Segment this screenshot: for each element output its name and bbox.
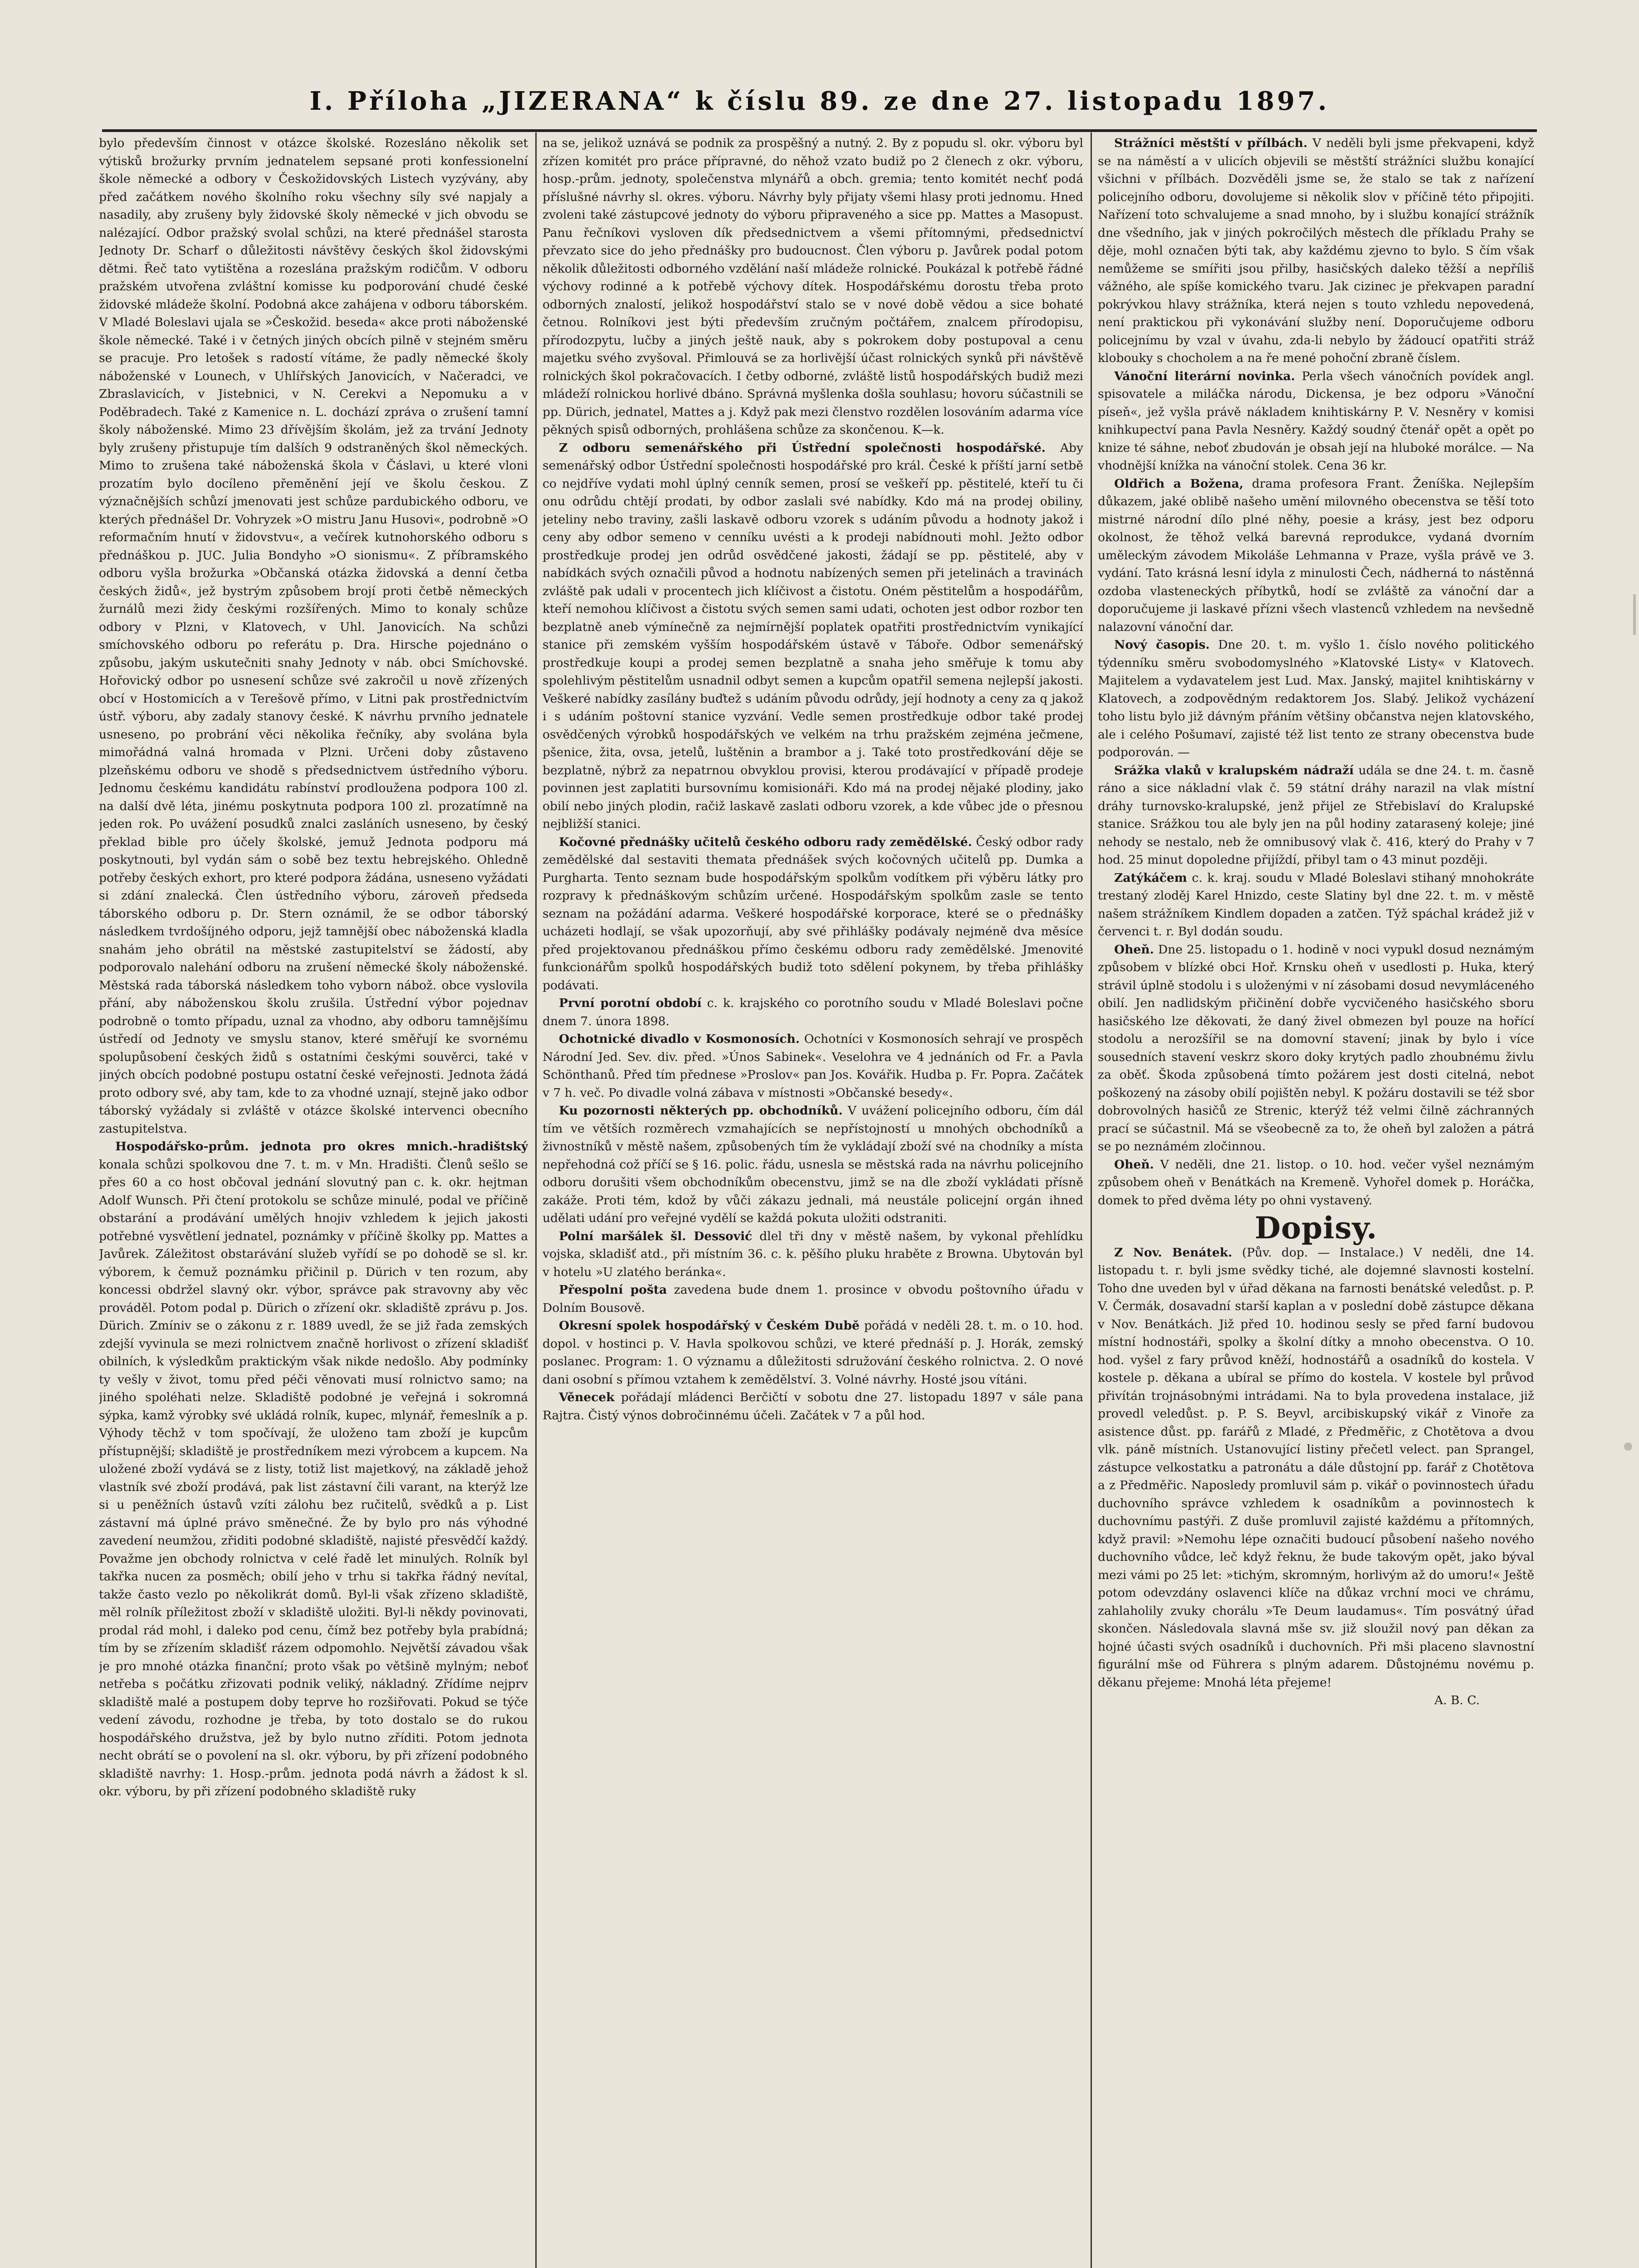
article-heading: Hospodářsko-prům. jednota pro okres mnich.-hradištský bbox=[115, 1139, 528, 1154]
column-3 bbox=[1098, 134, 1534, 2268]
article-heading: Z Nov. Benátek. bbox=[1114, 1245, 1233, 1260]
article-paragraph: udála se dne 24. t. m. časně ráno a sice nákladní vlak č. 59 státní dráhy narazil na vlak místní dráhy turnovsko-kralupské, jenž přijel ze Střebislaví do Kralupské stanice. Srážkou tou ale byly jen na půl hodiny zatarasený koleje; jiné nehody se nestalo, neb že omnibusový vlak č. 416, který do Prahy v 7 hod. 25 minut dopoledne přijíždí, přibyl tam o 43 minut později. bbox=[1098, 763, 1534, 867]
article-paragraph: Dne 20. t. m. vyšlo 1. číslo nového politického týdenníku směru svobodomyslného »Klatovské Listy« v Klatovech. Majitelem a vydavatelem jest Lud. Max. Janský, majitel knihtiskárny v Klatovech, a zodpovědným redaktorem Jos. Slabý. Jelikož vycházení toho listu bylo již dávným přáním většiny občanstva nejen klatovského, ale i celého Pošumaví, zajisté též list tento ze strany obecenstva bude podporován. — bbox=[1098, 638, 1534, 759]
column-divider bbox=[535, 132, 537, 2268]
article-heading: Oheň. bbox=[1114, 1157, 1154, 1172]
article-heading: Vánoční literární novinka. bbox=[1114, 369, 1295, 383]
article-heading: Okresní spolek hospodářský v Českém Dubě bbox=[559, 1319, 860, 1333]
article-heading: Nový časopis. bbox=[1114, 638, 1210, 652]
article-paragraph: pořádá v neděli 28. t. m. o 10. hod. dopol. v hostinci p. V. Havla spolkovou schůzi, ve které přednáší p. J. Horák, zemský poslanec. Program: 1. O významu a důležitosti sdružování českého rolnictva. 2. O nové dani osobní s přímou vztahem k zemědělství. 3. Volné návrhy. Hosté jsou vítáni. bbox=[543, 1319, 1083, 1387]
article-paragraph: V neděli byli jsme překvapeni, když se na náměstí a v ulicích objevili se městští strážníci službu konající všichni v přílbách. Dozvěděli jsme se, že stalo se tak z nařízení policejního odboru, dovolujeme si několik slov v příčině této připojiti. Nařízení toto schvalujeme a snad mnoho, by i službu konající strážník dne všedního, jak v jiných pokročilých městech dle příkladu Prahy se děje, mohl označen býti tak, aby každému zjevno to bylo. S čím však nemůžeme se smířiti jsou přilby, hasičských daleko těžší a nepříliš vážného, ale spíše komického tvaru. Jak cizinec je překvapen paradní pokrývkou hlavy strážníka, která nejen s touto vzhledu nepovedená, není praktickou při vykonávání služby není. Doporučujeme odboru policejnímu by vzal v úvahu, zda-li nebylo by žádoucí opatřiti stráž klobouky s chocholem a na ře mené pohoční zbraně číslem. bbox=[1098, 136, 1534, 365]
article-paragraph: Ochotníci v Kosmonosích sehrají ve prospěch Národní Jed. Sev. div. před. »Únos Sabinek«. Veselohra ve 4 jednáních od Fr. a Pavla Schönthanů. Před tím přednese »Proslov« pan Jos. Kovářik. Hudba p. Fr. Popra. Začátek v 7 h. več. Po divadle volná zábava v místnosti »Občanské besedy«. bbox=[543, 1032, 1083, 1100]
article-heading: První porotní období bbox=[559, 996, 702, 1010]
article-heading: Z odboru semenářského při Ústřední společnosti hospodářské. bbox=[559, 440, 1046, 455]
scan-speck bbox=[1624, 1442, 1632, 1451]
article-paragraph: Aby semenářský odbor Ústřední společnosti hospodářské pro král. České k příští jarní setbě co nejdříve vydati mohl úplný cenník semen, prosí se veškeří pp. pěstitelé, kteří tu či onu odrůdu chtějí prodati, by odbor zaslali své nabídky. Kdo má na prodej obiliny, jeteliny nebo traviny, zašli laskavě odboru vzorek s udáním původu a hodnoty jakož i ceny aby odbor semeno v cenníku uvésti a k prodeji nabídnouti mohl. Ježto odbor prostředkuje prodej jen odrůd osvědčené jakosti, žádají se pp. pěstitelé, aby v nabídkách svých označili původ a hodnotu nabízených semen při jetelinách a travinách zvláště pak udali v procentech jich klíčivost a čistotu. Oném pěstitelům a hospodářům, kteří nemohou klíčivost a čistotu svých semen sami udati, ochoten jest odbor rozbor ten bezplatně aneb výmínečně za nejmírnější poplatek opatřiti prostřednictvím vynikající stanice při zemském vyšším hospodářském ústavě v Táboře. Odbor semenářský prostředkuje koupi a prodej semen bezplatně a snaha jeho směřuje k tomu aby spolehlivým pěstitelům usnadnil odbyt semen a kupcům opatřil semena nejlepší jakosti. Veškeré nabídky zasílány buďtež s udáním původu odrůdy, její hodnoty a ceny za q jakož i s udáním poštovní stanice vyzvání. Vedle semen prostředkuje odbor také prodej osvědčených výrobků hospodářských ve velkém na trhu pražském zejména ječmene, pšenice, žita, ovsa, jetelů, luštěnin a brambor a j. Také toto prostředkování děje se bezplatně, nýbrž za nepatrnou obvyklou provisi, kterou prodávající v případě prodeje povinnen jest zaplatiti bursovnímu komisionáři. Kdo má na prodej nějaké plodiny, jako obilí nebo jiných plodin, račiž laskavě zaslati odboru vzorek, a kde vůbec jde o přesnou nejbližší stanici. bbox=[543, 440, 1083, 831]
article-paragraph: c. k. kraj. soudu v Mladé Boleslavi stihaný mnohokráte trestaný zloděj Karel Hnizdo, ceste Slatiny byl dne 22. t. m. v městě našem strážníkem Kindlem dopaden a zatčen. Týž spáchal krádež již v červenci t. r. Byl dodán soudu. bbox=[1098, 870, 1534, 938]
article-heading: Oheň. bbox=[1114, 942, 1154, 957]
article-paragraph: V uvážení policejního odboru, čím dál tím ve větších rozměrech vzmahajících se nepřístojností u mnohých obchodníků a živnostníků v městě našem, způsobených tím že vykládají zboží své na chodníky a místa nepřehodná což příčí se § 16. polic. řádu, usnesla se městská rada na návrhu policejního odboru dorušiti všem obchodníkům obecenstvu, jimž se na dle zboží vykládati přísně zakáže. Proti tém, kdož by vůči zákazu jednali, má neustále policejní orgán ihned udělati udání pro veřejné vydělí se každá pokuta uložiti odstraniti. bbox=[543, 1104, 1083, 1225]
article-heading: Zatýkáčem bbox=[1114, 870, 1187, 885]
article-paragraph: c. k. krajského co porotního soudu v Mladé Boleslavi počne dnem 7. února 1898. bbox=[543, 996, 1083, 1028]
article-paragraph: Perla všech vánočních povídek angl. spisovatele a miláčka národu, Dickensa, je bez odporu »Vánoční píseň«, jež vyšla právě nákladem knihtiskárny P. V. Nesněry v komisi knihkupectví pana Pavla Nesněry. Každý soudný čtenář opět a opět po knize té sáhne, neboť zbudován je obsah její na hluboké morálce. — Na vhodnější knížka na vánoční stolek. Cena 36 kr. bbox=[1098, 369, 1534, 473]
header-rule bbox=[102, 129, 1537, 132]
article-heading: Ochotnické divadlo v Kosmonosích. bbox=[559, 1032, 800, 1046]
article-paragraph: konala schůzi spolkovou dne 7. t. m. v Mn. Hradišti. Členů sešlo se přes 60 a co host občoval jednání slovutný pan c. k. okr. hejtman Adolf Wunsch. Při čtení protokolu se schůze minulé, podal ve příčině obstarání a prodávání umělých hnojiv vzhledem k jejich jakosti potřebné vysvětlení jednatel, poznámky v příčině školky pp. Mattes a Javůrek. Záležitost obstarávání služeb vyřídí se po dohodě se sl. kr. výborem, k čemuž poznámku přičinil p. Dürich v ten rozum, aby koncessi obdržel slavný okr. výbor, správce pak stravovny aby věc prováděl. Potom podal p. Dürich o zřízení okr. skladiště zprávu p. Jos. Dürich. Zmíniv se o zákonu z r. 1889 uvedl, že se již řada zemských zdejší vyvinula se mezi rolnictvem značně horlivost o zřízení skladišť obilních, k výsledkům praktickým však nikde nedošlo. Aby podmínky ty vešly v život, tomu před péči věnovati musí rolnictvo samo; na jiného spoléhati nelze. Skladiště podobné je veřejná i sokromná sýpka, kamž výrobky své ukládá rolník, kupec, mlynář, řemeslník a p. Výhody těchž v tom spočívají, že uloženo tam zboží je kupcům přístupnější; skladiště je prostředníkem mezi výrobcem a kupcem. Na uložené zboží vydává se z listy, totiž list majetkový, na základě jehož vlastník své zboží prodává, pak list zástavní čili varant, na kterýž lze si u peněžních ústavů vzíti zálohu bez ručitelů, svědků a p. List zástavní má úplné právo směnečné. Že by bylo pro nás výhodné zavedení neumžou, zřiditi podobné skladiště, najisté přesvědčí každý. Považme jen obchody rolnictva v celé řadě let minulých. Rolník byl takřka nucen za posměch; obilí jeho v trhu si takřka řádný nevítal, takže často vezlo po několikrát domů. Byl-li však zřízeno skladiště, měl rolník příležitost zboží v skladiště uložiti. Byl-li někdy povinovati, prodal rád mohl, i daleko pod cenu, čímž bez potřeby byla prabídná; tím by se zřízením skladišť rázem odpomohlo. Největší závadou však je pro mnohé otázka finanční; proto však po většině mylným; neboť netřeba s počátku zřizovati podnik veliký, nákladný. Zřídíme nejprv skladiště malé a postupem doby teprve ho rozšiřovati. Pokud se týče vedení závodu, rozhodne je třeba, by toto dostalo se do rukou hospodářského družstva, jež by bylo nutno zříditi. Potom jednota necht obrátí se o povolení na sl. okr. výboru, by při zřízení podobného skladiště navrhy: 1. Hosp.-prům. jednota podá návrh a žádost k sl. okr. výboru, by při zřízení podobného skladiště ruky bbox=[99, 1157, 528, 1799]
article-heading: Srážka vlaků v kralupském nádraží bbox=[1114, 763, 1354, 777]
article-heading: Strážníci městští v přílbách. bbox=[1114, 136, 1308, 150]
article-paragraph: bylo především činnost v otázce školské. Rozesláno několik set výtisků brožurky prvním jednatelem sepsané proti konfessionelní škole německé a odbory v Českožidovských Listech vyzývány, aby před začátkem nového školního roku všechny síly své napjaly a nasadily, aby zrušeny byly židovské školy německé v jich obvodu se nalézající. Odbor pražský svolal schůzi, na které přednášel starosta Jednoty Dr. Scharf o důležitosti návštěvy českých škol židovskými dětmi. Řeč tato vytištěna a rozeslána pražským rodičům. V odboru pražském utvořena zvláštní komisse ku podporování chudé české židovské mládeže školní. Podobná akce zahájena v odboru táborském. V Mladé Boleslavi ujala se »Českožid. beseda« akce proti náboženské škole německé. Také i v četných jiných obcích pilně v stejném směru se pracuje. Pro letošek s radostí vítáme, že padly německé školy náboženské v Lounech, v Uhlířských Janovicích, v Načeradci, ve Zbraslavicích, v Jistebnici, v N. Cerekvi a Nepomuku a v Poděbradech. Také z Kamenice n. L. dochází zpráva o zrušení tamní školy náboženské. Mimo 23 dřívějším školám, jež za trvání Jednoty byly zrušeny přistupuje tím dalších 9 odstraněných škol německých. Mimo to zrušena také náboženská škola v Čáslavi, u které vloni prozatím bylo docíleno přeměnění její ve školu českou. Z význačnějších schůzí jmenovati jest schůze pardubického odboru, ve kterých přednášel Dr. Vohryzek »O mistru Janu Husovi«, podrobně »O reformačním hnutí v židovstvu«, a večírek kutnohorského odboru s přednáškou p. JUC. Julia Bondyho »O sionismu«. Z příbramského odboru vyšla brožurka »Občanská otázka židovská a denní četba českých židů«, jež bystrým způsobem brojí proti četbě německých žurnálů mezi židy českými rozšířených. Mimo to konaly schůze odbory v Plzni, v Klatovech, v Uhl. Janovicích. Na schůzi smíchovského odboru po referátu p. Dra. Hirsche pojednáno o způsobu, jakým uskutečniti snahy Jednoty v náb. obci Smíchovské. Hořovický odbor po usnesení schůze své zakročil u nově zřízených obcí v Hostomicích a v Terešově přímo, v Litni pak prostřednictvím ústř. výboru, aby zadaly stanovy české. K návrhu prvního jednatele usneseno, po probrání věci několika řečníky, aby svolána byla mimořádná valná hromada v Plzni. Určeni doby zůstaveno plzeňskému odboru ve shodě s předsednictvem ústředního výboru. Jednomu českému kandidátu rabínství prodloužena podpora 100 zl. na další dvě léta, jinému poskytnuta podpora 100 zl. prozatímně na jeden rok. Po uvážení posudků znalci zasláních usneseno, by český překlad bible pro účely školské, jemuž Jednota podporu má poskytnouti, byl vydán sám o sobě bez textu hebrejského. Ohledně potřeby českých exhort, pro které podpora žádána, usneseno vyžádati si zdání znalecká. Člen ústředního výboru, zároveň předseda táborského odboru p. Dr. Stern oznámil, že se odbor táborský následkem tvrdošíjného odporu, jejž tamnější obec náboženská kladla snahám jeho obrátil na městské zastupitelství se žádostí, aby podporovalo nalehání odboru na zrušení německé školy náboženské. Městská rada táborská následkem toho vyborn nábož. obce vyslovila přání, aby náboženskou školu zrušila. Ústřední výbor pojednav podrobně o tomto případu, uznal za vhodno, aby odboru tamnějšímu ústředí od Jednoty ve smyslu stanov, které směřují ke svornému spolupůsobení českých židů s ostatními českými souvěrci, také v jiných obcích podobné postupu ostatní české veřejnosti. Jednota žádá proto odbory své, aby tam, kde to za vhodné uznají, stejně jako odbor táborský vyžádaly si zvláště v otázce školské intervenci obecního zastupitelstva. bbox=[99, 136, 528, 1136]
scan-edge-mark bbox=[1633, 594, 1636, 635]
article-heading: Věnecek bbox=[559, 1390, 615, 1404]
article-paragraph: dlel tři dny v městě našem, by vykonal přehlídku vojska, skladišť atd., při místním 36. c. k. pěšího pluku hraběte z Browna. Ubytován byl v hotelu »U zlatého beránka«. bbox=[543, 1229, 1083, 1279]
article-heading: Oldřich a Božena, bbox=[1114, 476, 1243, 491]
article-heading: Přespolní pošta bbox=[559, 1283, 667, 1297]
article-paragraph: V neděli, dne 21. listop. o 10. hod. večer vyšel neznámým způsobem oheň v Benátkách na Kremeně. Vyhořel domek p. Horáčka, domek to před dvěma léty po ohni vystavený. bbox=[1098, 1157, 1534, 1207]
article-heading: Kočovné přednášky učitelů českého odboru rady zemědělské. bbox=[559, 835, 972, 849]
column-divider bbox=[1091, 132, 1092, 2268]
section-title: Dopisy. bbox=[1254, 1210, 1378, 1246]
article-heading: Ku pozornosti některých pp. obchodníků. bbox=[559, 1104, 843, 1118]
article-paragraph: drama profesora Frant. Ženíška. Nejlepším důkazem, jaké oblibě našeho umění milovného obecenstva se těší toto mistrné národní dílo plné něhy, poesie a krásy, jest bez odporu okolnost, že těhož velká barevná reprodukce, vydaná dvorním uměleckým závodem Mikoláše Lehmanna v Praze, vyšla právě ve 3. vydání. Tato krásná lesní idyla z minulosti Čech, nádherná to nástěnná ozdoba vlasteneckých příbytků, hodí se zvláště za vánoční dar a doporučujeme ji laskavé přízni všech vlastenců vzhledem na nevšedně nalazovní vánoční dar. bbox=[1098, 476, 1534, 634]
article-heading: Polní maršálek šl. Dessović bbox=[559, 1229, 753, 1243]
column-1 bbox=[99, 134, 528, 2268]
article-paragraph: zavedena bude dnem 1. prosince v obvodu poštovního úřadu v Dolním Bousově. bbox=[543, 1283, 1083, 1315]
article-paragraph: (Pův. dop. — Instalace.) V neděli, dne 14. listopadu t. r. byli jsme svědky tiché, ale dojemné slavnosti kostelní. Toho dne uveden byl v úřad děkana na farnosti benátské veledůst. p. P. V. Čermák, dosavadní starší kaplan a v poslední době zástupce děkana v Nov. Benátkách. Již před 10. hodinou sesly se před farní budovou místní hodnostáři, spolky a školní dítky a mnoho obecenstva. O 10. hod. vyšel z fary průvod kněží, hodnostářů a osadníků do kostela. V kostele p. děkana a ubíral se přímo do kostela. V kostele byl průvod přivítán trojnásobnými intrádami. Na to byla provedena instalace, již provedl veledůst. p. P. S. Beyvl, arcibiskupský vikář z Vinoře za asistence důst. pp. farářů z Mladé, z Předměřic, z Chotětova a dvou vlk. páně místních. Ustanovující listiny přečetl velect. pan Sprangel, zástupce velkostatku a patronátu a dále důstojní pp. farář z Chotětova a z Předměřic. Naposledy promluvil sám p. vikář o povinnostech úřadu duchovního správce vzhledem k osadníkům a povinnostech k duchovnímu pastýři. Z duše promluvil zajisté každému a přítomných, když pravil: »Nemohu lépe označiti budoucí působení našeho nového duchovního vůdce, leč když řeknu, že bude takovým opět, jako býval mezi vámi po 25 let: »tichým, skromným, horlivým až do umoru!« Ještě potom odevzdány oslavenci klíče na důkaz vrchní moci ve chrámu, zahlaholily zvuky chorálu »Te Deum laudamus«. Tím posvátný úřad skončen. Následovala slavná mše sv. již sloužil nový pan děkan za hojné účasti svých osadníků i duchovních. Při mši placeno slavnostní figurální mše od Führera s plným adarem. Důstojnému novému p. děkanu přejeme: Mnohá léta přejeme! bbox=[1098, 1245, 1534, 1690]
supplement-header: I. Příloha „JIZERANA“ k číslu 89. ze dne 27. listopadu 1897. bbox=[309, 86, 1330, 116]
article-paragraph: Dne 25. listopadu o 1. hodině v noci vypukl dosud neznámým způsobem v blízké obci Hoř. Krnsku oheň v usedlosti p. Huka, který strávil úplně stodolu i s uloženými v ní zásobami dosud nevymláceného obilí. Jen nadlidským přičinění dobře vycvičeného hasičského sboru hasičského lze děkovati, že daný živel obmezen byl pouze na hořící stodolu a nerozšířil se na domovní stavení; jinak by bylo i více sousedních stavení veskrz skoro doky krytých padlo zhoubnému živlu za oběť. Škoda způsobená tímto požárem jest dosti citelná, nebot poškozený na zásoby obilí pojištěn nebyl. K požáru dostavili se též sbor dobrovolných hasičů ze Strenic, kterýž též velmi čilně záchranných prací se súčastnil. Má se všeobecně za to, že oheň byl založen a pátrá se po neznámém zločinnou. bbox=[1098, 942, 1534, 1154]
article-paragraph: pořádají mládenci Berčičtí v sobotu dne 27. listopadu 1897 v sále pana Rajtra. Čistý výnos dobročinnému účeli. Začátek v 7 a půl hod. bbox=[543, 1390, 1083, 1422]
article-paragraph: Český odbor rady zemědělské dal sestaviti themata přednášek svých kočovných učitelů pp. Dumka a Purgharta. Tento seznam bude hospodářským spolkům vodítkem při výběru látky pro rozpravy k přednáškovým schůzím určené. Hospodářským spolkům zasle se tento seznam na požádání adarma. Veškeré hospodářské korporace, které se o přednášky ucházeti hodlají, se však upozorňují, aby své přihlášky podávaly nejméně dva měsíce před projektovanou přednáškou přímo českému odboru rady zemědělské. Jmenovité funkcionářům spolků hospodářských budiž toto sdělení pokynem, by třeba přihlášky podávati. bbox=[543, 835, 1083, 992]
article-paragraph: na se, jelikož uznává se podnik za prospěšný a nutný. 2. By z popudu sl. okr. výboru byl zřízen komitét pro práce přípravné, do něhož vzato budiž po 2 členech z okr. výboru, hosp.-prům. jednoty, společenstva mlynářů a obch. gremia; tento komitét nechť podá příslušné návrhy sl. okres. výboru. Návrhy byly přijaty všemi hlasy proti jednomu. Hned zvoleni také zástupcové jednoty do výboru připraveného a sice pp. Mattes a Masopust. Panu řečníkovi vysloven dík předsednictvem a všemi přítomnými, předsednictví převzato sice do jeho přednášky pro budoucnost. Člen výboru p. Javůrek podal potom několik důležitosti odborného vzdělání naší mládeže rolnické. Poukázal k potřebě řádné výchovy rodinné a k potřebě výchovy dítek. Hospodářskému dorostu třeba proto odborných znalostí, jelikož hospodářství stalo se v nové době vědou a sice bohaté četnou. Rolníkovi jest býti především zručným počtářem, znalcem přírodopisu, přírodozpytu, lučby a jiných ještě nauk, aby s pokrokem doby postupoval a cenu majetku svého zvyšoval. Přimlouvá se za horlivější účast rolnických synků při návštěvě rolnických škol pokračovacích. I četby odborné, zvláště listů hospodářských budiž mezi mládeží rolnickou horlivé dbáno. Správná myšlenka došla souhlasu; hovoru súčastnili se pp. Dürich, jednatel, Mattes a j. Když pak mezi členstvo rozdělen losováním adarma více pěkných spisů odborných, prohlášena schůze za skončenou. K—k. bbox=[543, 136, 1083, 437]
column-2 bbox=[543, 134, 1083, 2268]
signature: A. B. C. bbox=[1434, 1693, 1480, 1707]
